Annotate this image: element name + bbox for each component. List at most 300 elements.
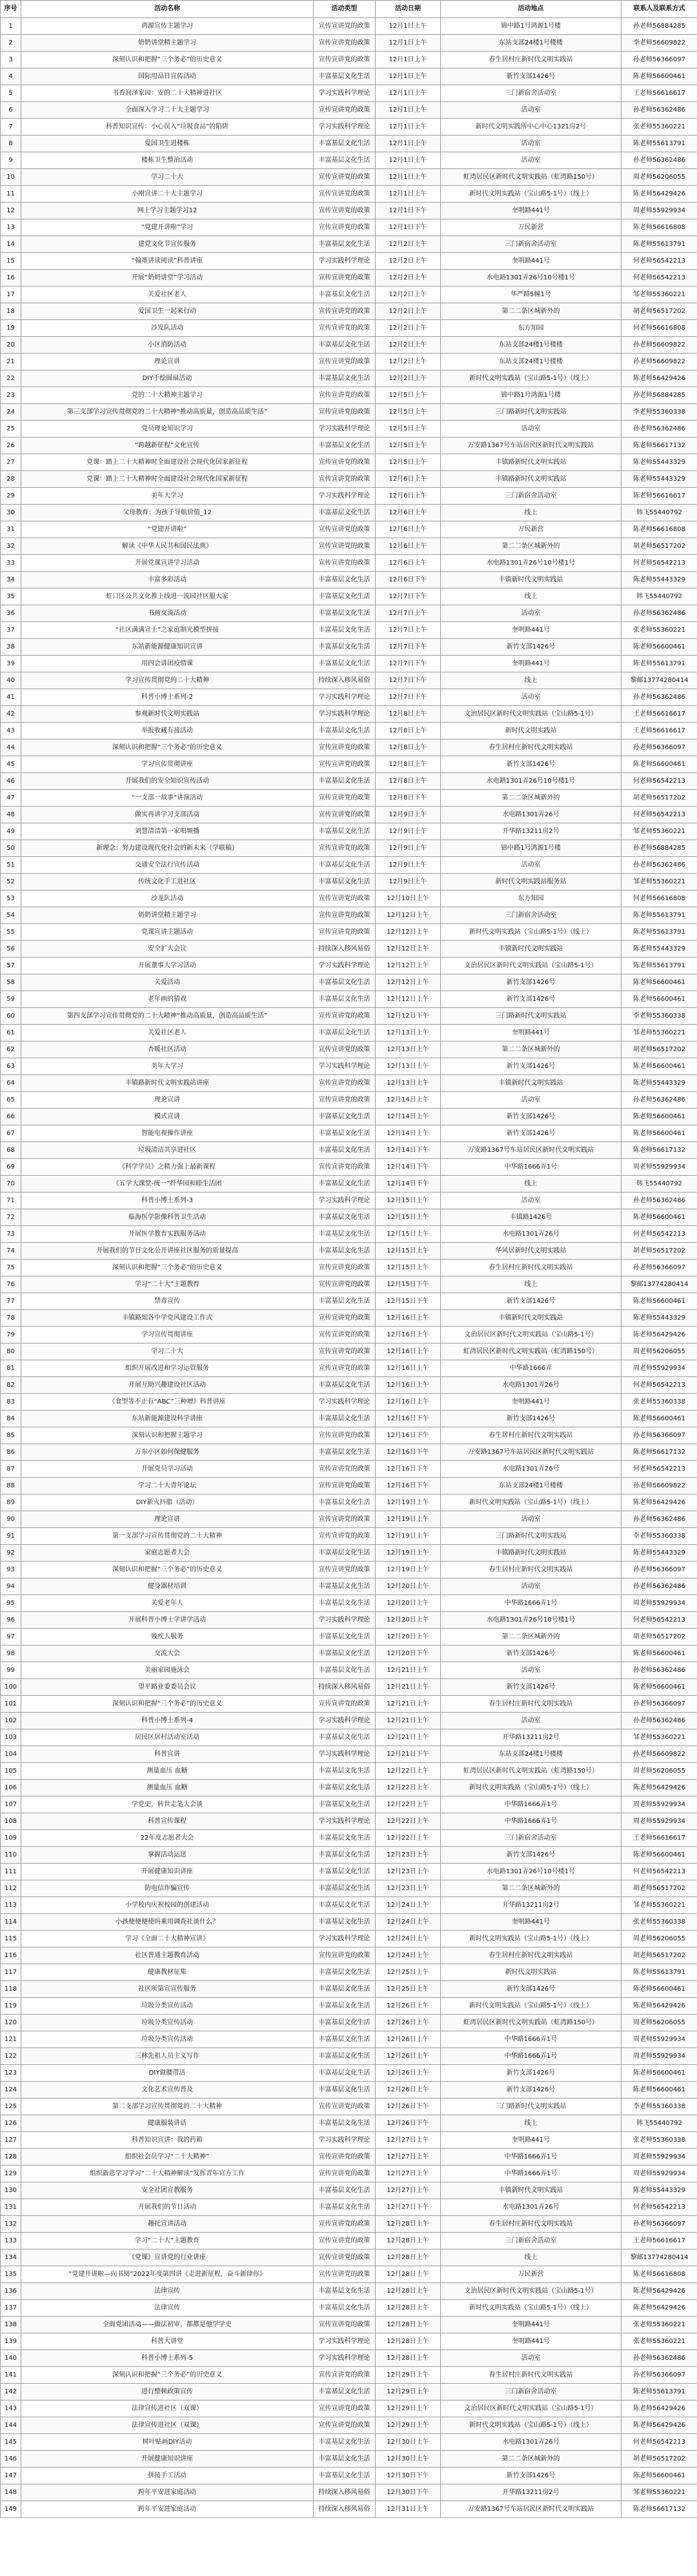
cell-activity-name: 爱国卫生进楼栋	[21, 136, 314, 152]
table-row	[1, 2031, 697, 2048]
cell-contact: 陈老师56600461	[621, 1209, 697, 1226]
cell-index: 131	[1, 2199, 21, 2216]
table-row	[1, 1494, 697, 1511]
cell-index: 74	[1, 1243, 21, 1260]
cell-index: 123	[1, 2065, 21, 2082]
cell-activity-type: 学习实践科学理论	[314, 1394, 376, 1411]
cell-activity-type: 宣传宣讲党的政策	[314, 2216, 376, 2233]
cell-activity-name: 科普小博士系列-4	[21, 1713, 314, 1729]
cell-activity-location: 第二二条区城新外的	[441, 2451, 621, 2468]
cell-activity-date: 12月7日下午	[376, 689, 441, 706]
cell-activity-date: 12月6日上午	[376, 521, 441, 538]
cell-activity-type: 丰富基层文化生活	[314, 1444, 376, 1461]
cell-activity-date: 12月31日上午	[376, 2501, 441, 2518]
cell-index: 90	[1, 1511, 21, 1528]
cell-index: 54	[1, 907, 21, 924]
cell-activity-name: 交通安全法行宣传活动	[21, 857, 314, 874]
cell-contact: 陈老师56600461	[621, 2065, 697, 2082]
table-row	[1, 538, 697, 555]
cell-activity-type: 宣传宣讲党的政策	[314, 840, 376, 857]
table-row	[1, 1796, 697, 1813]
cell-activity-date: 12月12日下午	[376, 1008, 441, 1025]
cell-activity-name: 开展我们的节日活动	[21, 2199, 314, 2216]
cell-activity-name: 科普知识宣讲：我的药箱	[21, 2132, 314, 2149]
cell-activity-location: 新竹支部1426号	[441, 974, 621, 991]
cell-activity-date: 12月1日下午	[376, 219, 441, 236]
cell-activity-name: 组织社会员学习“二十大精神”	[21, 2149, 314, 2166]
cell-activity-type: 宣传宣讲党的政策	[314, 790, 376, 807]
cell-activity-location: 新时代文明实践站（宝山路5-1号）（线上）	[441, 370, 621, 387]
cell-activity-location: 奎明路441号	[441, 2132, 621, 2149]
table-row	[1, 2317, 697, 2333]
cell-activity-name: 党的二十大精神主题学习	[21, 387, 314, 404]
cell-activity-type: 学习实践科学理论	[314, 689, 376, 706]
cell-activity-name: 测量血压 血糖	[21, 1763, 314, 1780]
table-row	[1, 1511, 697, 1528]
cell-activity-type: 学习实践科学理论	[314, 253, 376, 270]
table-row	[1, 1914, 697, 1931]
cell-activity-location: 新时代文明实践站（宝山路5-1号）（线上）	[441, 186, 621, 203]
cell-contact: 胡老师56517202	[621, 1629, 697, 1645]
cell-activity-type: 宣传宣讲党的政策	[314, 2249, 376, 2266]
cell-activity-type: 宣传宣讲党的政策	[314, 2233, 376, 2249]
cell-activity-name: 党课宣讲主题活动	[21, 924, 314, 941]
cell-activity-type: 宣传宣讲党的政策	[314, 303, 376, 320]
cell-activity-date: 12月5日上午	[376, 454, 441, 471]
cell-activity-location: 三门新宿舍活动室	[441, 236, 621, 253]
cell-activity-name: 树叶贴画DIY活动	[21, 2434, 314, 2451]
cell-activity-date: 12月2日上午	[376, 354, 441, 370]
cell-activity-location: 万民新营	[441, 521, 621, 538]
cell-activity-location: 东方知园	[441, 891, 621, 907]
cell-index: 146	[1, 2451, 21, 2468]
cell-index: 14	[1, 236, 21, 253]
cell-activity-name: 望平路业委委员会议	[21, 1679, 314, 1696]
cell-activity-date: 12月28日上午	[376, 2283, 441, 2300]
cell-activity-type: 丰富基层文化生活	[314, 1880, 376, 1897]
table-row	[1, 1192, 697, 1209]
cell-index: 140	[1, 2350, 21, 2367]
table-row	[1, 2367, 697, 2384]
cell-activity-date: 12月7日下午	[376, 656, 441, 672]
cell-index: 92	[1, 1545, 21, 1562]
cell-index: 59	[1, 991, 21, 1008]
cell-index: 124	[1, 2082, 21, 2098]
cell-activity-name: 建党文化节宣传服务	[21, 236, 314, 253]
cell-activity-name: 丰镇路知各中学党风建设工作式	[21, 1310, 314, 1327]
cell-activity-location: 线上	[441, 2249, 621, 2266]
cell-index: 17	[1, 287, 21, 303]
cell-contact: 黎邮13774280414	[621, 672, 697, 689]
cell-activity-date: 12月8日上午	[376, 706, 441, 723]
cell-activity-name: 党员理论知识学习	[21, 421, 314, 438]
cell-activity-name: 拼接手工活动	[21, 2468, 314, 2484]
cell-activity-date: 12月28日上午	[376, 2317, 441, 2333]
cell-activity-date: 12月20日上午	[376, 1629, 441, 1645]
cell-contact: 陈老师56617132	[621, 1142, 697, 1159]
table-row	[1, 723, 697, 740]
cell-activity-type: 丰富基层文化生活	[314, 1545, 376, 1562]
table-row	[1, 572, 697, 589]
table-header-row	[1, 1, 697, 18]
cell-index: 3	[1, 52, 21, 68]
cell-activity-type: 宣传宣讲党的政策	[314, 2367, 376, 2384]
cell-contact: 何老师56542213	[621, 1864, 697, 1880]
cell-contact: 周老师55929934	[621, 1360, 697, 1377]
cell-activity-type: 宣传宣讲党的政策	[314, 387, 376, 404]
cell-activity-type: 丰富基层文化生活	[314, 2384, 376, 2400]
cell-contact: 陈老师55443329	[621, 572, 697, 589]
cell-activity-date: 12月23日上午	[376, 1847, 441, 1864]
cell-activity-date: 12月23日上午	[376, 1864, 441, 1880]
cell-index: 122	[1, 2048, 21, 2065]
table-row	[1, 1763, 697, 1780]
cell-activity-name: 智能电视操作讲座	[21, 1125, 314, 1142]
cell-index: 103	[1, 1729, 21, 1746]
table-row	[1, 857, 697, 874]
cell-activity-type: 丰富基层文化生活	[314, 991, 376, 1008]
cell-activity-location: 春生居村庄新时代文明实践站	[441, 1562, 621, 1578]
table-row	[1, 119, 697, 136]
cell-activity-location: 奎明路441号	[441, 1394, 621, 1411]
table-row	[1, 2501, 697, 2518]
cell-index: 57	[1, 958, 21, 974]
cell-contact: 陈老师56429426	[621, 186, 697, 203]
cell-activity-name: 深刻认识和把握“三个务必”的历史意义	[21, 1260, 314, 1276]
cell-activity-date: 12月7日上午	[376, 622, 441, 639]
cell-index: 115	[1, 1931, 21, 1947]
cell-activity-location: 新时代文明实践所中心中心1321房2号	[441, 119, 621, 136]
cell-activity-date: 12月16日上午	[376, 1377, 441, 1394]
cell-activity-location: 虹湾居民区新时代文明实践站（虹湾路150号）	[441, 1343, 621, 1360]
cell-contact: 胡老师56517202	[621, 538, 697, 555]
table-row	[1, 1713, 697, 1729]
cell-activity-date: 12月24日上午	[376, 1931, 441, 1947]
cell-index: 132	[1, 2216, 21, 2233]
cell-activity-location: 春生居村庄新时代文明实践站	[441, 2367, 621, 2384]
cell-activity-date: 12月19日上午	[376, 1511, 441, 1528]
cell-activity-location: 春生居村庄新时代文明实践站	[441, 1260, 621, 1276]
cell-activity-name: 残疾人服务	[21, 1629, 314, 1645]
table-row	[1, 1360, 697, 1377]
cell-activity-date: 12月5日上午	[376, 421, 441, 438]
cell-activity-type: 丰富基层文化生活	[314, 1595, 376, 1612]
cell-activity-name: 关爱活动	[21, 974, 314, 991]
cell-activity-location: 虹湾居民区新时代文明实践站（虹湾路150号）	[441, 2015, 621, 2031]
table-row	[1, 907, 697, 924]
cell-activity-type: 丰富基层文化生活	[314, 1729, 376, 1746]
cell-activity-type: 丰富基层文化生活	[314, 2048, 376, 2065]
cell-contact: 张老师55360338	[621, 1914, 697, 1931]
cell-activity-name: 组织新恩学习学习“二十大精神解读”发挥青年官方工作	[21, 2166, 314, 2182]
cell-contact: 何老师56542213	[621, 2199, 697, 2216]
cell-activity-location: 万民新营	[441, 219, 621, 236]
cell-index: 66	[1, 1109, 21, 1125]
table-row	[1, 958, 697, 974]
cell-activity-name: 家庭志愿者大会	[21, 1545, 314, 1562]
cell-contact: 陈老师56600461	[621, 1411, 697, 1427]
cell-activity-date: 12月1日上午	[376, 152, 441, 169]
cell-index: 102	[1, 1713, 21, 1729]
cell-activity-location: 水电路1301弄26号10号楼1号	[441, 1864, 621, 1880]
table-row	[1, 2333, 697, 2350]
cell-activity-location: 活动室	[441, 421, 621, 438]
cell-activity-type: 丰富基层文化生活	[314, 572, 376, 589]
cell-activity-date: 12月14日上午	[376, 1109, 441, 1125]
cell-activity-name: 开展董事大学习活动	[21, 958, 314, 974]
cell-contact: 陈老师56600461	[621, 1847, 697, 1864]
cell-activity-name: 开展我们的节日文化公开讲座社区服务的质量提高	[21, 1243, 314, 1260]
cell-activity-location: 开华路13211房2号	[441, 823, 621, 840]
cell-activity-date: 12月27日下午	[376, 2199, 441, 2216]
cell-activity-name: 楼栋卫生整治活动	[21, 152, 314, 169]
cell-contact: 陈老师55613791	[621, 1964, 697, 1981]
table-row	[1, 622, 697, 639]
cell-activity-location: 文治居民区新时代文明实践站（宝山路5-1号）	[441, 706, 621, 723]
cell-contact: 周老师55929934	[621, 2166, 697, 2182]
cell-activity-date: 12月12日上午	[376, 924, 441, 941]
table-row	[1, 1847, 697, 1864]
cell-contact: 陈老师55443329	[621, 2182, 697, 2199]
table-row	[1, 1595, 697, 1612]
table-row	[1, 807, 697, 823]
cell-contact: 邹老师55360221	[621, 287, 697, 303]
cell-activity-type: 丰富基层文化生活	[314, 2015, 376, 2031]
cell-activity-date: 12月12日上午	[376, 907, 441, 924]
cell-index: 145	[1, 2434, 21, 2451]
cell-activity-location: 虹湾居民区新时代文明实践站（虹湾路150号）	[441, 169, 621, 186]
cell-activity-name: 法律宣传	[21, 2283, 314, 2300]
cell-contact: 陈老师56429426	[621, 1327, 697, 1343]
cell-activity-location: 中华路1666弄1号	[441, 1796, 621, 1813]
cell-index: 109	[1, 1830, 21, 1847]
cell-contact: 陈老师56600461	[621, 756, 697, 773]
cell-activity-name: 组织开展改进和学习运管服务	[21, 1360, 314, 1377]
cell-activity-date: 12月2日上午	[376, 370, 441, 387]
table-row	[1, 1008, 697, 1025]
cell-activity-name: 杏暖社区活动	[21, 1041, 314, 1058]
cell-activity-type: 丰富基层文化生活	[314, 589, 376, 605]
cell-activity-location: 三门路新时代文明实践站	[441, 1008, 621, 1025]
cell-activity-date: 12月7日下午	[376, 672, 441, 689]
cell-contact: 陈老师55443329	[621, 1545, 697, 1562]
cell-index: 75	[1, 1260, 21, 1276]
table-row	[1, 505, 697, 521]
cell-contact: 李老师55360338	[621, 404, 697, 421]
table-row	[1, 2233, 697, 2249]
cell-index: 72	[1, 1209, 21, 1226]
cell-activity-date: 12月27日上午	[376, 2132, 441, 2149]
cell-activity-name: 安全社团宣教服务	[21, 2182, 314, 2199]
cell-activity-date: 12月26日上午	[376, 1998, 441, 2015]
cell-activity-location: 奎明路441号	[441, 656, 621, 672]
cell-activity-type: 丰富基层文化生活	[314, 1914, 376, 1931]
cell-activity-type: 学习实践科学理论	[314, 2132, 376, 2149]
cell-index: 32	[1, 538, 21, 555]
cell-activity-location: 华风居新时代文明实践站	[441, 1243, 621, 1260]
cell-contact: 胡老师56517202	[621, 303, 697, 320]
cell-contact: 孙老师56362486	[621, 605, 697, 622]
cell-index: 20	[1, 337, 21, 354]
cell-index: 134	[1, 2249, 21, 2266]
cell-contact: 周老师55929934	[621, 1159, 697, 1176]
cell-activity-date: 12月20日下午	[376, 1645, 441, 1662]
table-row	[1, 2468, 697, 2484]
cell-activity-location: 新竹支部1426号	[441, 639, 621, 656]
cell-contact: 陈老师56600461	[621, 2468, 697, 2484]
cell-activity-date: 12月8日上午	[376, 723, 441, 740]
cell-activity-name: 丰富多彩活动	[21, 572, 314, 589]
cell-contact: 邹老师55360221	[621, 1025, 697, 1041]
cell-activity-date: 12月21日下午	[376, 1746, 441, 1763]
table-row	[1, 2182, 697, 2199]
cell-contact: 周老师55929934	[621, 1813, 697, 1830]
table-row	[1, 1578, 697, 1595]
cell-activity-name: 万东小区如何保健服务	[21, 1444, 314, 1461]
cell-contact: 陈老师56600461	[621, 1293, 697, 1310]
cell-activity-location: 万安路1367号车站居民区新时代文明实践站	[441, 1444, 621, 1461]
cell-activity-name: 关爱老年人	[21, 1595, 314, 1612]
cell-activity-date: 12月12日上午	[376, 974, 441, 991]
cell-activity-location: 三门新宿舍活动室	[441, 907, 621, 924]
cell-contact: 周老师55929934	[621, 1595, 697, 1612]
cell-activity-location: 新竹支部1426号	[441, 68, 621, 85]
cell-activity-date: 12月6日上午	[376, 555, 441, 572]
cell-contact: 陈老师56600461	[621, 1125, 697, 1142]
cell-activity-date: 12月26日下午	[376, 2115, 441, 2132]
cell-activity-location: 新竹支部1426号	[441, 1411, 621, 1427]
table-row	[1, 2132, 697, 2149]
table-row	[1, 2048, 697, 2065]
cell-activity-name: 全面党团活动——做法初审，都都是他学学史	[21, 2317, 314, 2333]
cell-activity-type: 宣传宣讲党的政策	[314, 18, 376, 35]
cell-activity-type: 宣传宣讲党的政策	[314, 169, 376, 186]
table-row	[1, 656, 697, 672]
cell-activity-date: 12月16日下午	[376, 1444, 441, 1461]
cell-activity-date: 12月27日上午	[376, 2182, 441, 2199]
column-header-activity-name: 活动名称	[21, 1, 314, 18]
cell-activity-date: 12月7日上午	[376, 605, 441, 622]
table-row	[1, 438, 697, 454]
cell-activity-location: 活动室	[441, 1192, 621, 1209]
cell-activity-location: 第二二条区城新外的	[441, 1041, 621, 1058]
cell-activity-name: 科普宣讲	[21, 1746, 314, 1763]
cell-contact: 孙老师56884285	[621, 18, 697, 35]
cell-index: 67	[1, 1125, 21, 1142]
cell-activity-name: 社区所第宣宣传服务	[21, 1981, 314, 1998]
cell-contact: 孙老师56366097	[621, 52, 697, 68]
cell-activity-name: 测量血压 血糖	[21, 1780, 314, 1796]
cell-contact: 黎邮13774280414	[621, 1276, 697, 1293]
cell-activity-name: 科普知识宣传：小心误入“垃圾食品”的陷阱	[21, 119, 314, 136]
cell-contact: 陈老师55613791	[621, 2384, 697, 2400]
cell-contact: 孙老师56366097	[621, 1562, 697, 1578]
cell-activity-type: 宣传宣讲党的政策	[314, 219, 376, 236]
cell-activity-name: 网上学习主题学习12	[21, 203, 314, 219]
cell-activity-type: 丰富基层文化生活	[314, 1662, 376, 1679]
cell-contact: 韩飞55440792	[621, 1176, 697, 1192]
cell-activity-date: 12月22日上午	[376, 1763, 441, 1780]
cell-activity-type: 丰富基层文化生活	[314, 1025, 376, 1041]
cell-activity-location: 活动室	[441, 1713, 621, 1729]
cell-activity-name: DIY手绘圆扇活动	[21, 370, 314, 387]
table-row	[1, 2216, 697, 2233]
table-row	[1, 1293, 697, 1310]
cell-activity-date: 12月20日上午	[376, 1612, 441, 1629]
cell-activity-date: 12月16日上午	[376, 1310, 441, 1327]
cell-activity-name: 学习“二十大”主题教育	[21, 2233, 314, 2249]
cell-contact: 何老师56542213	[621, 807, 697, 823]
cell-index: 48	[1, 807, 21, 823]
cell-activity-location: 活动室	[441, 1092, 621, 1109]
cell-activity-name: 深刻认识和把握主题学习	[21, 1427, 314, 1444]
cell-contact: 陈老师56600461	[621, 974, 697, 991]
cell-activity-type: 宣传宣讲党的政策	[314, 102, 376, 119]
cell-activity-date: 12月8日下午	[376, 790, 441, 807]
table-row	[1, 1075, 697, 1092]
table-row	[1, 1746, 697, 1763]
table-row	[1, 2417, 697, 2434]
cell-activity-date: 12月6日上午	[376, 471, 441, 488]
cell-activity-location: 三门新宿舍活动室	[441, 2384, 621, 2400]
table-row	[1, 1679, 697, 1696]
cell-activity-type: 丰富基层文化生活	[314, 1209, 376, 1226]
cell-activity-name: 美年大学习	[21, 1058, 314, 1075]
cell-activity-date: 12月26日上午	[376, 2015, 441, 2031]
cell-activity-name: 科普宣传课程	[21, 1813, 314, 1830]
cell-contact: 王老师56616617	[621, 1830, 697, 1847]
cell-activity-name: 健康服装讲话	[21, 2115, 314, 2132]
cell-activity-location: 中华路1666弄1号	[441, 1595, 621, 1612]
cell-index: 7	[1, 119, 21, 136]
cell-activity-type: 宣传宣讲党的政策	[314, 538, 376, 555]
cell-index: 46	[1, 773, 21, 790]
cell-contact: 胡老师56517202	[621, 1880, 697, 1897]
cell-activity-name: DIY做腰带活	[21, 2065, 314, 2082]
cell-contact: 张老师55360221	[621, 622, 697, 639]
table-row	[1, 1478, 697, 1494]
cell-activity-type: 学习实践科学理论	[314, 1713, 376, 1729]
table-row	[1, 236, 697, 253]
cell-index: 81	[1, 1360, 21, 1377]
cell-activity-location: 新时代文明实践站（宝山路5-1号）（线上）	[441, 2417, 621, 2434]
cell-activity-date: 12月28日上午	[376, 2300, 441, 2317]
cell-activity-date: 12月16日下午	[376, 1478, 441, 1494]
table-row	[1, 2166, 697, 2182]
cell-contact: 陈老师56600461	[621, 1981, 697, 1998]
cell-contact: 周老师55929934	[621, 1796, 697, 1813]
cell-activity-date: 12月8日上午	[376, 756, 441, 773]
cell-activity-name: 进行整顿政策宣传	[21, 2384, 314, 2400]
cell-activity-date: 12月1日上午	[376, 102, 441, 119]
cell-activity-date: 12月28日上午	[376, 2333, 441, 2350]
cell-activity-date: 12月1日上午	[376, 119, 441, 136]
cell-contact: 陈老师56429426	[621, 2417, 697, 2434]
cell-contact: 何老师56542213	[621, 1461, 697, 1478]
cell-activity-location: 丰镇新时代文明实践站	[441, 1075, 621, 1092]
table-row	[1, 991, 697, 1008]
cell-index: 12	[1, 203, 21, 219]
cell-activity-location: 中华路1666弄1号	[441, 2149, 621, 2166]
table-row	[1, 1276, 697, 1293]
cell-activity-name: 22年度志愿者大会	[21, 1830, 314, 1847]
cell-activity-date: 12月1日上午	[376, 52, 441, 68]
table-row	[1, 756, 697, 773]
cell-activity-date: 12月2日上午	[376, 320, 441, 337]
cell-index: 49	[1, 823, 21, 840]
cell-activity-type: 宣传宣讲党的政策	[314, 2266, 376, 2283]
cell-activity-name: “跨越新征程”文化宣传	[21, 438, 314, 454]
